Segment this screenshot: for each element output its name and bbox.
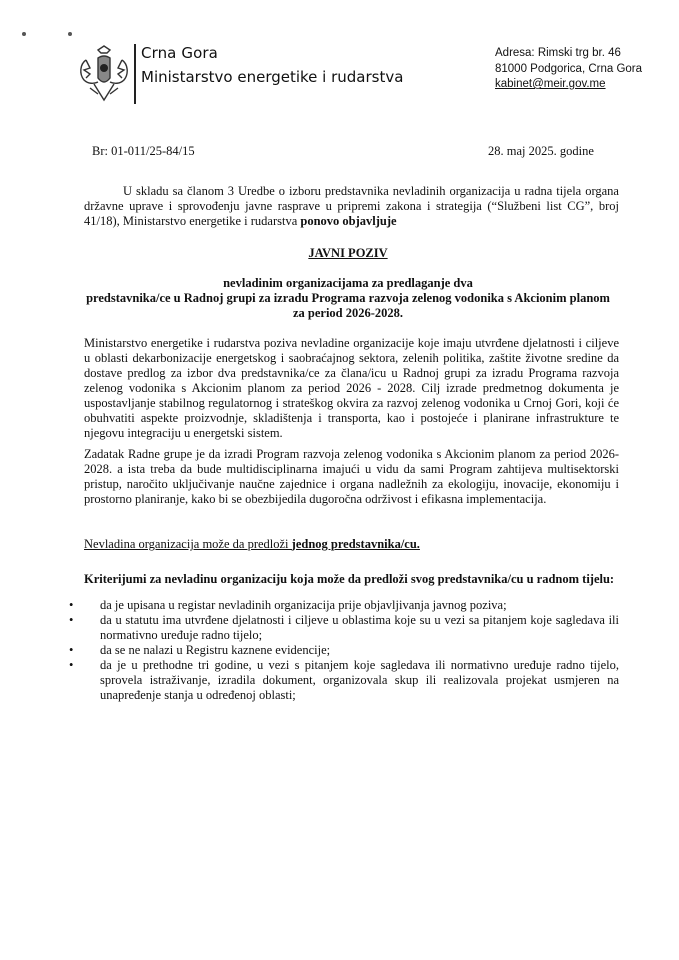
criteria-item: • da je u prethodne tri godine, u vezi s pitanjem koje sagledava ili normativno uređuje radno tijelo, sprovela istraživanje, izradila dokument, organizovala skup ili realizovala projekat usmjeren na unapređenje stanja u određenoj oblasti; — [84, 658, 619, 703]
body-paragraph-1: Ministarstvo energetike i rudarstva poziva nevladine organizacije koje imaju utvrđene djelatnosti i ciljeve u oblasti dekarbonizacije energetskog i saobraćajnog sektora, zelenih politika, zaštite životne sredine da dostave predlog za izbor dva predstavnika/ce za člana/icu u Radnoj grupi za izradu Programa razvoja zelenog vodonika s Akcionim planom za period 2026 - 2028. Cilj izrade predmetnog dokumenta je uspostavljanje stabilnog regulatornog i strateškog okvira za razvoj zelenog vodonika u Crnoj Gori, koji će obuhvatiti aspekte proizvodnje, skladištenja i transporta, kao i postojeće i planirane infrastrukture te njegovu integraciju u energetski sistem. — [84, 336, 619, 440]
criteria-list — [84, 598, 619, 703]
intro-paragraph — [84, 184, 619, 229]
email-link[interactable]: kabinet@meir.gov.me — [495, 78, 606, 90]
criteria-item: • da se ne nalazi u Registru kaznene evidencije; — [84, 643, 619, 658]
criteria-item: • da u statutu ima utvrđene djelatnosti i ciljeve u oblastima koje su u vezi sa pitanjem koje sagledava ili normativno uređuje radno tijelo; — [84, 613, 619, 643]
scan-speck — [68, 32, 72, 36]
ministry-name: Ministarstvo energetike i rudarstva — [141, 68, 404, 86]
call-subtitle-2: predstavnika/ce u Radnoj grupi za izradu Programa razvoja zelenog vodonika s Akcionim planom — [86, 291, 610, 305]
body-paragraph-2: Zadatak Radne grupe je da izradi Program razvoja zelenog vodonika s Akcionim planom za period 2026-2028. a ista treba da bude multidisciplinarna imajući u vidu da sami Program zahtijeva multisektorski pristup, naročito uključivanje naučne zajednice i organa nadležnih za ekologiju, inovacije, ekonomiju i prostorno planiranje, kako bi se obezbijedila dugoročna održivost i efikasna implementacija. — [84, 447, 619, 506]
criteria-item: • da je upisana u registar nevladinih organizacija prije objavljivanja javnog poziva; — [84, 598, 619, 613]
call-subtitle-3: za period 2026-2028. — [292, 306, 404, 320]
nomination-line — [84, 537, 619, 552]
address-line-2: 81000 Podgorica, Crna Gora — [495, 63, 643, 75]
call-subtitle-1: nevladinim organizacijama za predlaganje dva — [223, 276, 473, 290]
country-name: Crna Gora — [141, 44, 218, 62]
scan-speck — [22, 32, 26, 36]
reference-number: Br: 01-011/25-84/15 — [92, 144, 195, 158]
nomination-bold: jednog predstavnika/cu. — [291, 537, 420, 551]
address-line-1: Adresa: Rimski trg br. 46 — [495, 47, 621, 59]
criteria-heading: Kriterijumi za nevladinu organizaciju koja može da predloži svog predstavnika/cu u radnom tijelu: — [84, 572, 615, 586]
coat-of-arms-emblem — [76, 44, 132, 104]
call-title: JAVNI POZIV — [308, 246, 388, 260]
intro-text: U skladu sa članom 3 Uredbe o izboru predstavnika nevladinih organizacija u radna tijela organa državne uprave i sprovođenju javne rasprave u pripremi zakona i strategija (“Službeni list CG”, broj 41/18), Ministarstvo energetike i rudarstva — [84, 184, 619, 228]
intro-bold: ponovo objavljuje — [300, 214, 397, 228]
document-date: 28. maj 2025. godine — [488, 144, 594, 158]
nomination-text: Nevladina organizacija može da predloži — [84, 537, 292, 551]
header-divider — [134, 44, 136, 104]
